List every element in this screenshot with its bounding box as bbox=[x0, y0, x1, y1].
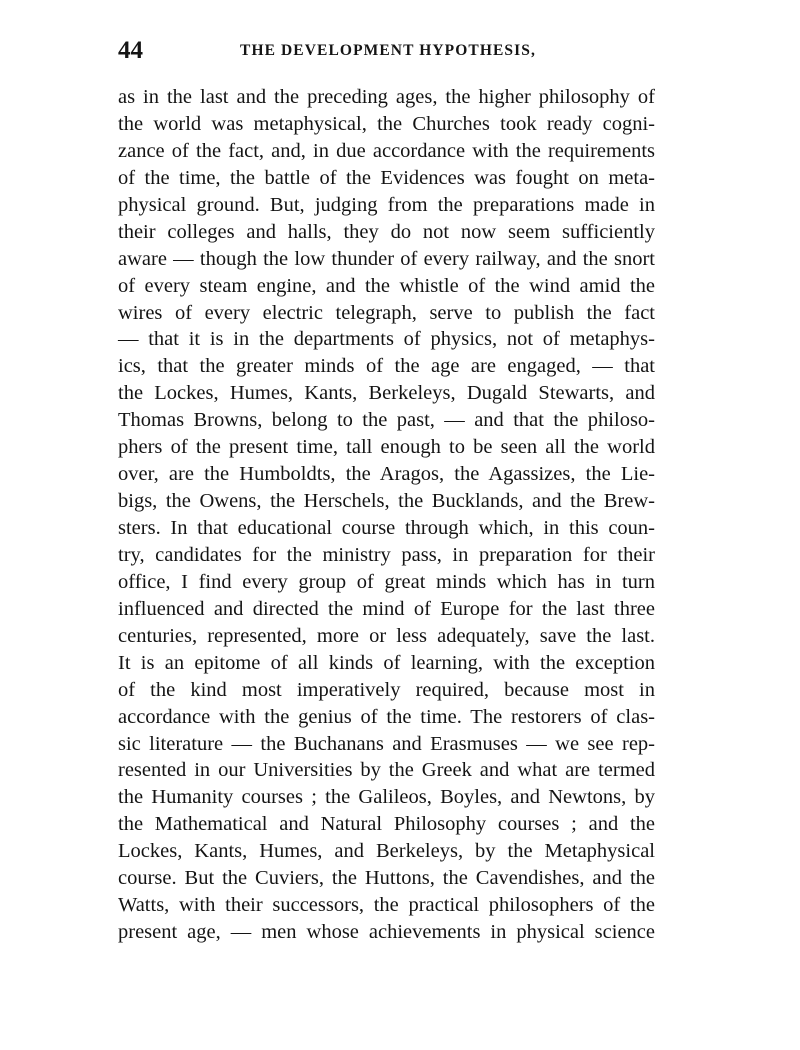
text-line: office, I find every group of great minds which has in turn bbox=[118, 570, 655, 593]
text-line: their colleges and halls, they do not now seem sufficiently bbox=[118, 220, 655, 243]
text-line: Thomas Browns, belong to the past, — and that the philoso- bbox=[118, 409, 655, 432]
text-line: course. But the Cuviers, the Huttons, the Cavendishes, and the bbox=[118, 867, 655, 890]
text-line: try, candidates for the ministry pass, in preparation for their bbox=[118, 543, 655, 566]
text-line: the world was metaphysical, the Churches took ready cogni- bbox=[118, 112, 655, 135]
text-line: influenced and directed the mind of Europe for the last three bbox=[118, 597, 655, 620]
text-line: wires of every electric telegraph, serve to publish the fact bbox=[118, 301, 655, 324]
text-line: It is an epitome of all kinds of learning, with the exception bbox=[118, 651, 655, 674]
text-line: resented in our Universities by the Greek and what are termed bbox=[118, 759, 655, 782]
text-line: the Humanity courses ; the Galileos, Boyles, and Newtons, by bbox=[118, 786, 655, 809]
text-line: of every steam engine, and the whistle of the wind amid the bbox=[118, 274, 655, 297]
text-line: the Mathematical and Natural Philosophy courses ; and the bbox=[118, 813, 655, 836]
text-line: centuries, represented, more or less adequately, save the last. bbox=[118, 624, 655, 647]
text-line: the Lockes, Humes, Kants, Berkeleys, Dugald Stewarts, and bbox=[118, 382, 655, 405]
text-line: ics, that the greater minds of the age are engaged, — that bbox=[118, 355, 655, 378]
text-line: present age, — men whose achievements in physical science bbox=[118, 921, 655, 944]
text-line: physical ground. But, judging from the preparations made in bbox=[118, 193, 655, 216]
text-line: — that it is in the departments of physics, not of metaphys- bbox=[118, 328, 655, 351]
text-line: Lockes, Kants, Humes, and Berkeleys, by the Metaphysical bbox=[118, 840, 655, 863]
text-line: sters. In that educational course through which, in this coun- bbox=[118, 517, 655, 539]
text-line: of the kind most imperatively required, because most in bbox=[118, 678, 655, 701]
text-line: as in the last and the preceding ages, the higher philosophy of bbox=[118, 86, 655, 108]
text-line: aware — though the low thunder of every railway, and the snort bbox=[118, 247, 655, 270]
text-line: sic literature — the Buchanans and Erasmuses — we see rep- bbox=[118, 732, 655, 755]
running-title: THE DEVELOPMENT HYPOTHESIS, bbox=[240, 42, 536, 59]
text-line: accordance with the genius of the time. The restorers of clas- bbox=[118, 705, 655, 728]
text-line: of the time, the battle of the Evidences was fought on meta- bbox=[118, 166, 655, 189]
text-line: Watts, with their successors, the practical philosophers of the bbox=[118, 894, 655, 917]
text-line: zance of the fact, and, in due accordance with the requirements bbox=[118, 139, 655, 162]
body-text bbox=[118, 84, 655, 946]
running-head bbox=[118, 36, 655, 66]
text-line: phers of the present time, tall enough to be seen all the world bbox=[118, 436, 655, 459]
text-line: bigs, the Owens, the Herschels, the Bucklands, and the Brew- bbox=[118, 490, 655, 513]
text-line: over, are the Humboldts, the Aragos, the Agassizes, the Lie- bbox=[118, 463, 655, 486]
page-number: 44 bbox=[118, 37, 143, 64]
